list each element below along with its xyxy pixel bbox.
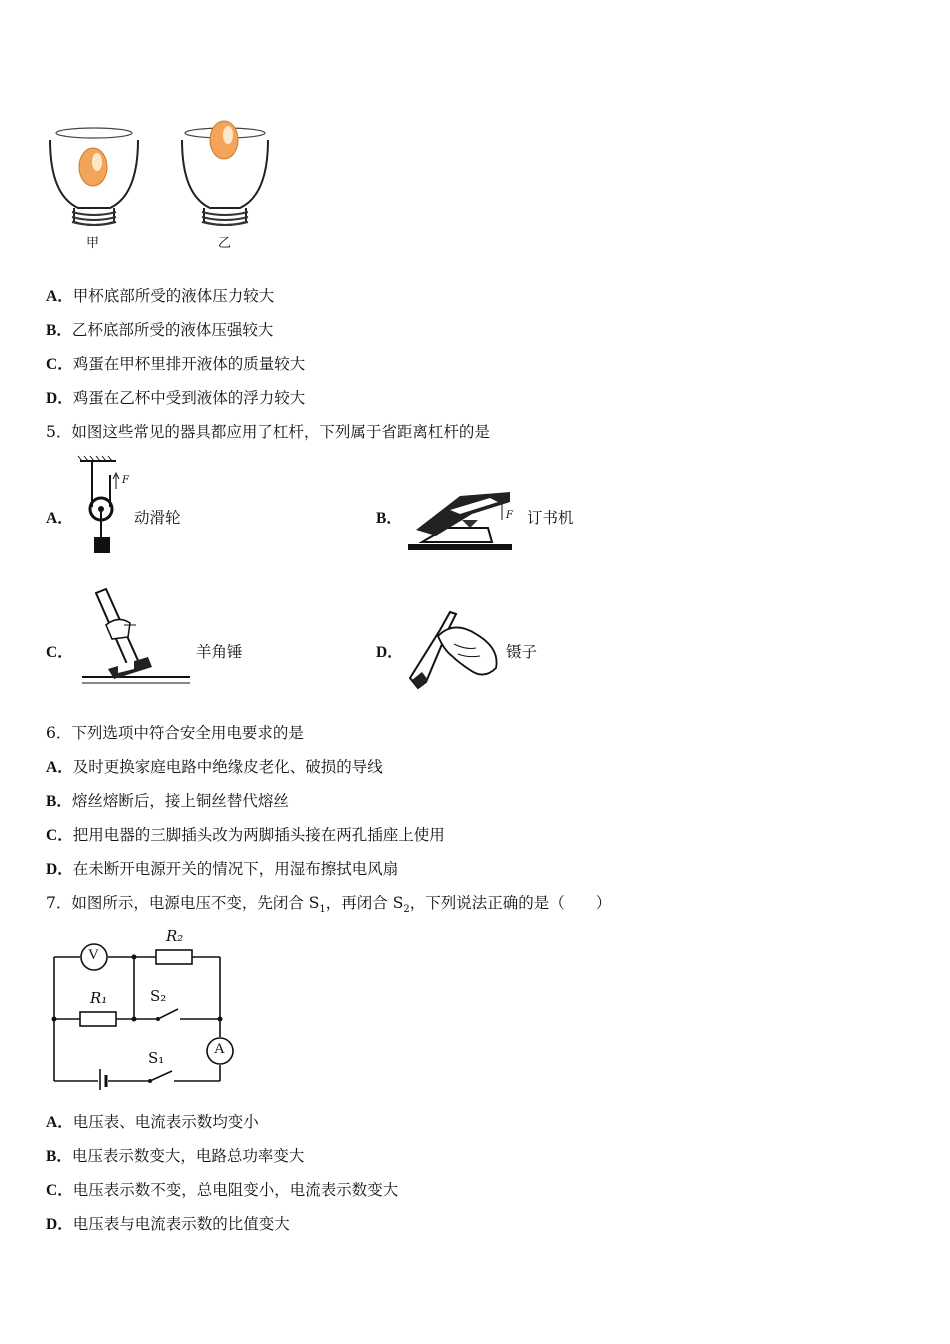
pulley-figure [76,455,136,560]
q5-option-d-text: 镊子 [506,643,538,661]
q4-option-a: A．甲杯底部所受的液体压力较大 [46,287,275,305]
q6-option-b: B．熔丝熔断后，接上铜丝替代熔丝 [46,792,289,810]
q5-option-b-text: 订书机 [527,509,574,527]
stapler-figure [402,484,517,556]
voltmeter-label: V [88,947,99,963]
q5-option-a-text: 动滑轮 [134,509,181,527]
r2-label: R₂ [166,927,184,945]
q6-option-c: C．把用电器的三脚插头改为两脚插头接在两孔插座上使用 [46,826,445,844]
glass-b [182,121,268,225]
q5-option-b-letter: B． [376,510,402,527]
q7-option-d: D．电压表与电流表示数的比值变大 [46,1215,290,1233]
q7-stem: 7．如图所示，电源电压不变，先闭合 $S_1$，再闭合 $S_2$，下列说法正确的是（ ） [46,894,612,916]
q4-option-c: C．鸡蛋在甲杯里排开液体的质量较大 [46,355,306,373]
q5-option-c-letter: C． [46,644,73,661]
q6-stem: 6．下列选项中符合安全用电要求的是 [46,724,304,742]
glass-b-label: 乙 [218,236,232,251]
q6-option-a: A．及时更换家庭电路中绝缘皮老化、破损的导线 [46,758,383,776]
q5-option-c-text: 羊角锤 [196,643,243,661]
s2-label: S₂ [150,987,167,1005]
r1-label: R₁ [90,989,108,1007]
q5-option-a-letter: A． [46,510,73,527]
glass-a-label: 甲 [86,236,100,251]
tweezers-figure [404,610,504,692]
ammeter-label: A [214,1041,225,1057]
q5-option-d-letter: D． [376,644,403,661]
hammer-figure [78,585,193,690]
glass-a [50,128,138,225]
q6-option-d: D．在未断开电源开关的情况下，用湿布擦拭电风扇 [46,860,399,878]
q4-figure-glasses [40,100,290,255]
q4-option-b: B．乙杯底部所受的液体压强较大 [46,321,274,339]
q5-stem: 5．如图这些常见的器具都应用了杠杆，下列属于省距离杠杆的是 [46,423,490,441]
stapler-force-label: F [506,510,513,521]
q7-option-c: C．电压表示数不变，总电阻变小，电流表示数变大 [46,1181,399,1199]
s1-label: S₁ [148,1049,165,1067]
q4-option-d: D．鸡蛋在乙杯中受到液体的浮力较大 [46,389,306,407]
q7-option-a: A．电压表、电流表示数均变小 [46,1113,259,1131]
q7-option-b: B．电压表示数变大，电路总功率变大 [46,1147,305,1165]
pulley-force-label: F [122,475,129,486]
circuit-diagram [46,925,246,1090]
